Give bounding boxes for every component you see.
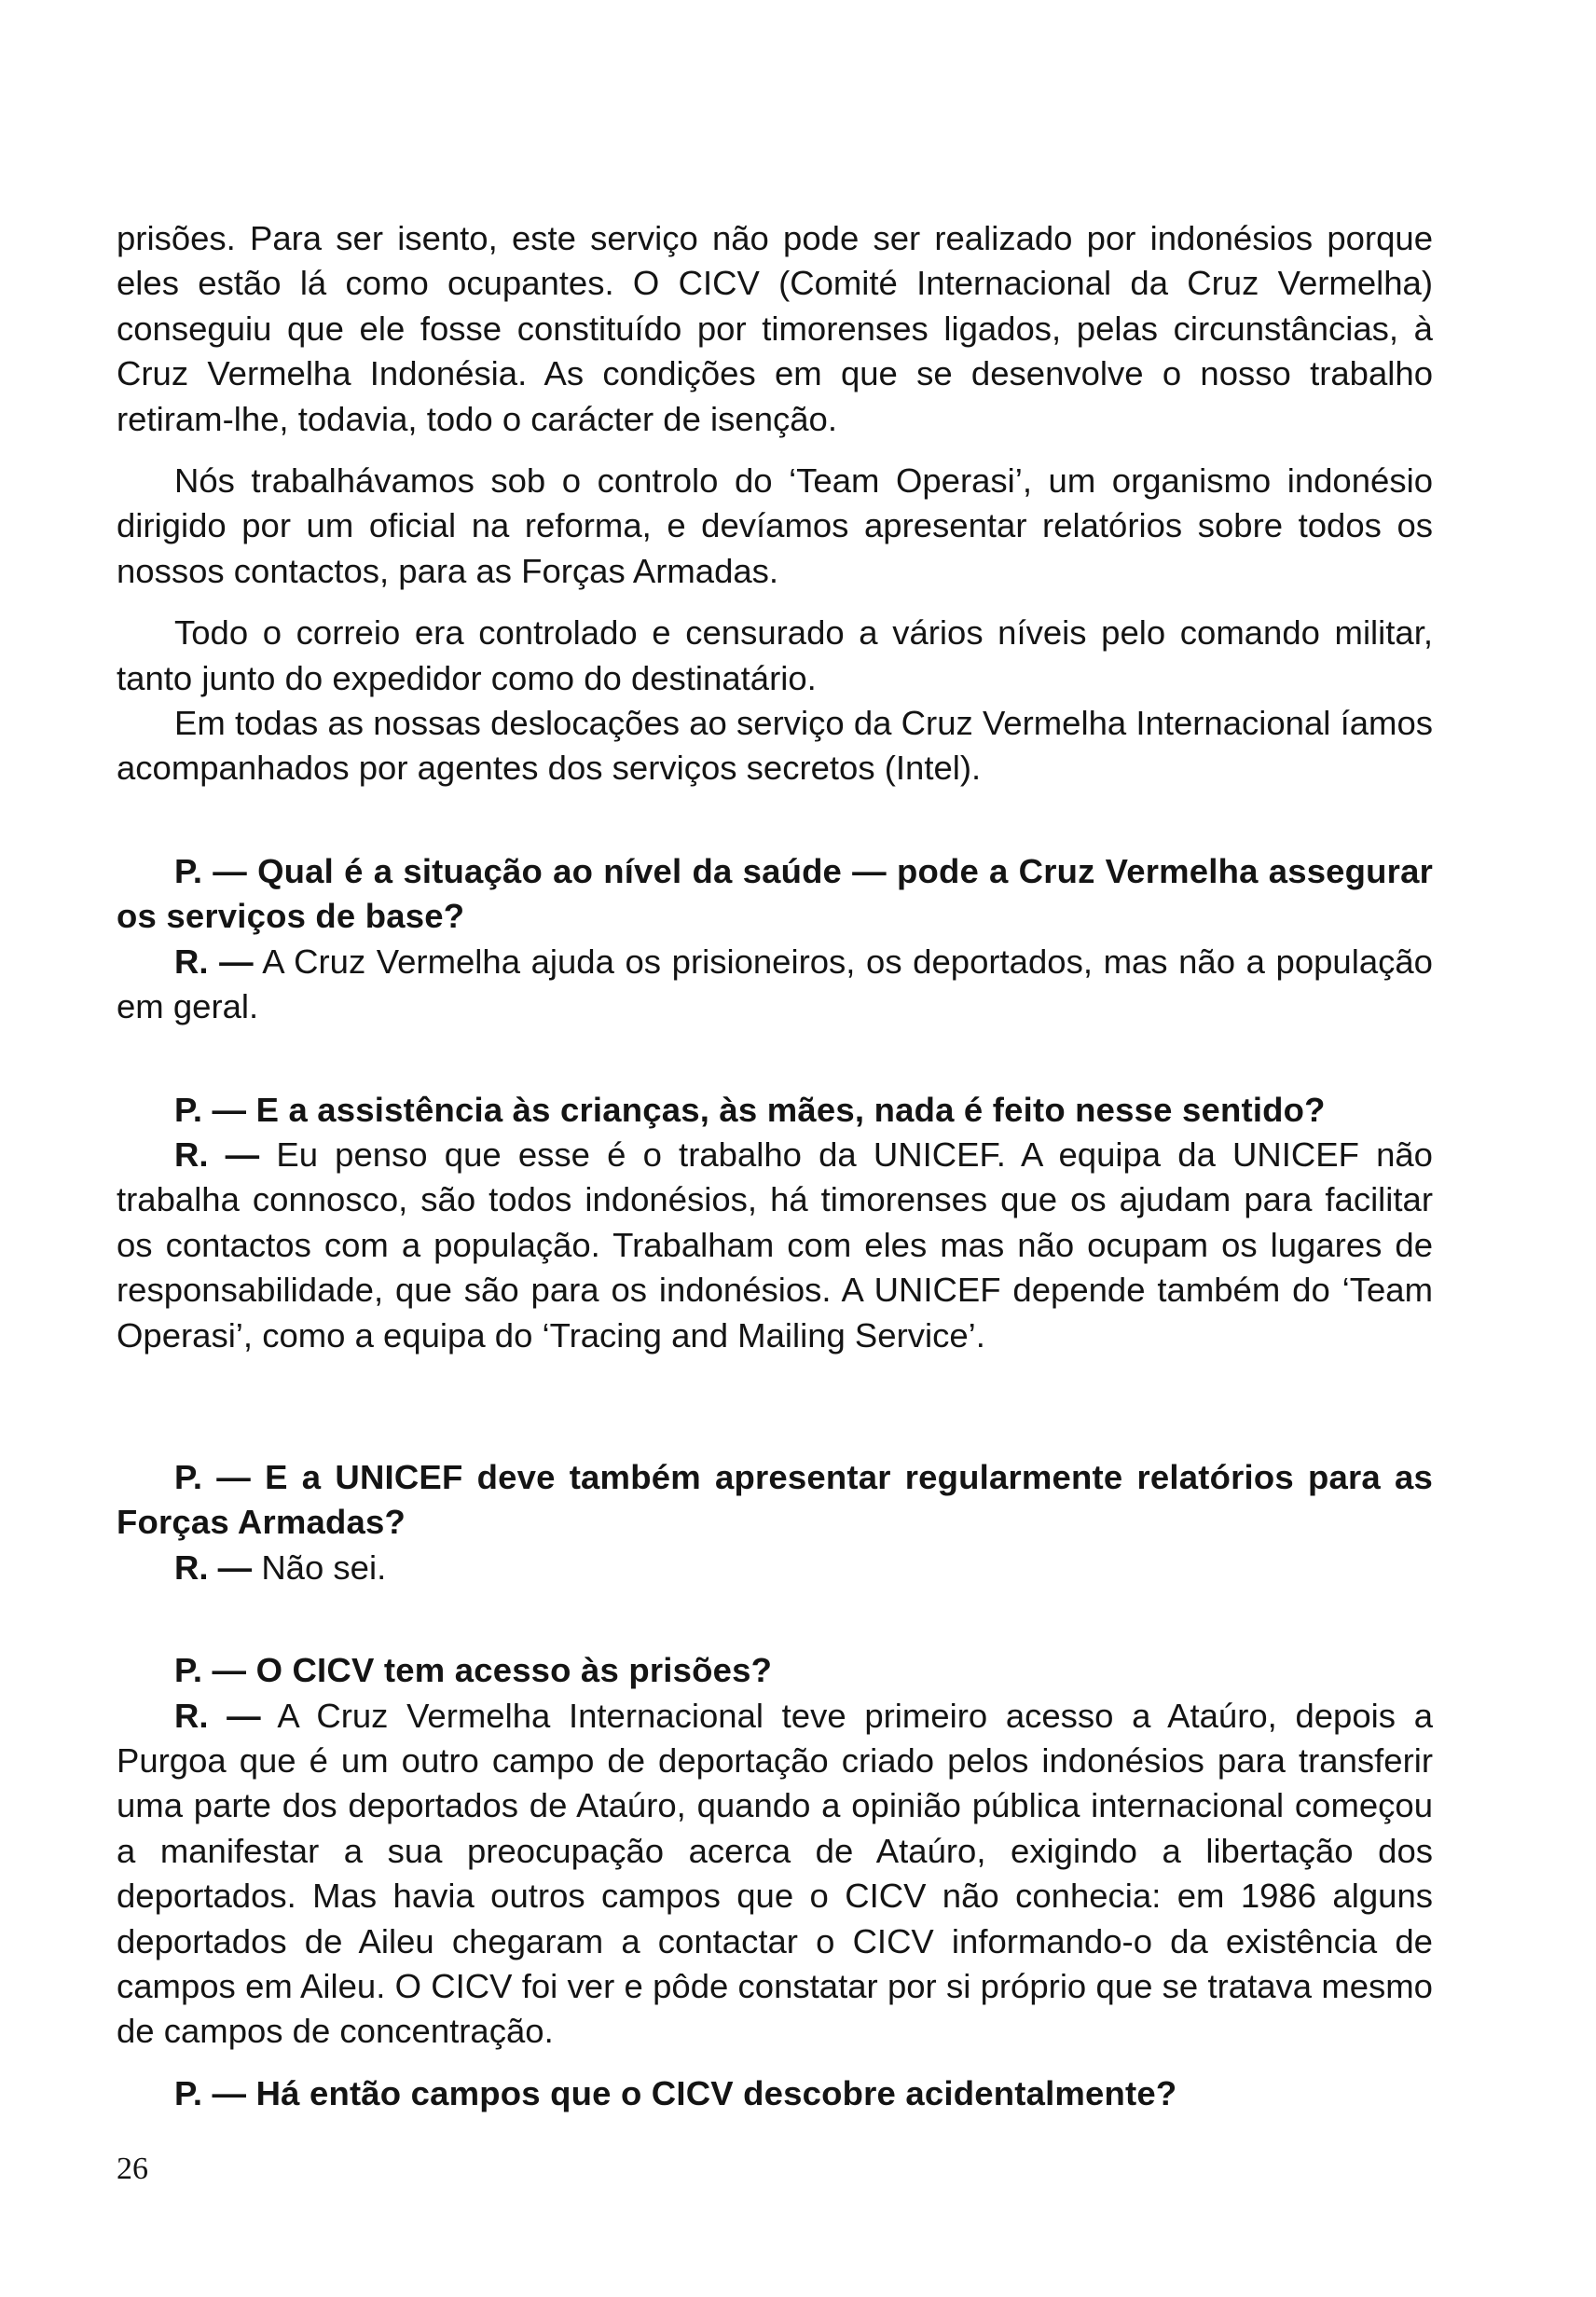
answer-label: R. — <box>174 1696 261 1735</box>
answer-label: R. — <box>174 942 254 981</box>
question-campos-acidentalmente: P. — Há então campos que o CICV descobre acidentalmente? <box>174 2073 1177 2112</box>
answer-label: R. — <box>174 1547 253 1587</box>
answer-assistencia <box>117 1133 1433 1358</box>
page-number: 26 <box>117 2152 148 2186</box>
answer-text: A Cruz Vermelha Internacional teve primeiro acesso a Ataúro, depois a Purgoa que é um outro campo de deportação criado pelos indonésios para transferir uma parte dos deportados de Ataúro, quando a opinião pública internacional começou a manifestar a sua preocupação acerca de Ataúro, exigindo a libertação dos deportados. Mas havia outros campos que o CICV não conhecia: em 1986 alguns deportados de Aileu chegaram a contactar o CICV informando-o da existência de campos em Aileu. O CICV foi ver e pôde constatar por si próprio que se tratava mesmo de campos de concentração. <box>117 1696 1433 2051</box>
answer-saude <box>117 940 1433 1030</box>
answer-acesso-prisoes <box>117 1694 1433 2055</box>
answer-unicef-relatorios <box>117 1546 1433 1590</box>
paragraph-isencao: prisões. Para ser isento, este serviço não pode ser realizado por indonésios porque eles estão lá como ocupantes. O CICV (Comité Internacional da Cruz Vermelha) conseguiu que ele fosse constituído por timorenses ligados, pelas circunstâncias, à Cruz Vermelha Indonésia. As condições em que se desenvolve o nosso trabalho retiram-lhe, todavia, todo o carácter de isenção. <box>117 219 1433 438</box>
paragraph-correio: Todo o correio era controlado e censurado a vários níveis pelo comando militar, tanto junto do expedidor como do destinatário. <box>117 613 1433 697</box>
paragraph-team-operasi: Nós trabalhávamos sob o controlo do ‘Team Operasi’, um organismo indonésio dirigido por um oficial na reforma, e devíamos apresentar relatórios sobre todos os nossos contactos, para as Forças Armadas. <box>117 461 1433 590</box>
answer-text: Eu penso que esse é o trabalho da UNICEF. A equipa da UNICEF não trabalha connosco, são todos indonésios, há timorenses que os ajudam para facilitar os contactos com a população. Trabalham com eles mas não ocupam os lugares de responsabilidade, que são para os indonésios. A UNICEF depende também do ‘Team Operasi’, como a equipa do ‘Tracing and Mailing Service’. <box>117 1135 1433 1355</box>
answer-text: Não sei. <box>261 1547 387 1587</box>
question-unicef-relatorios: P. — E a UNICEF deve também apresentar regularmente relatórios para as Forças Armadas? <box>117 1457 1433 1542</box>
paragraph-deslocacoes: Em todas as nossas deslocações ao serviço da Cruz Vermelha Internacional íamos acompanhados por agentes dos serviços secretos (Intel). <box>117 704 1433 788</box>
question-saude: P. — Qual é a situação ao nível da saúde — pode a Cruz Vermelha assegurar os serviços de base? <box>117 851 1433 936</box>
answer-text: A Cruz Vermelha ajuda os prisioneiros, os deportados, mas não a população em geral. <box>117 942 1433 1026</box>
question-assistencia: P. — E a assistência às crianças, às mães, nada é feito nesse sentido? <box>174 1090 1326 1129</box>
document-page <box>117 216 1433 2116</box>
question-acesso-prisoes: P. — O CICV tem acesso às prisões? <box>174 1651 773 1690</box>
answer-label: R. — <box>174 1135 260 1174</box>
